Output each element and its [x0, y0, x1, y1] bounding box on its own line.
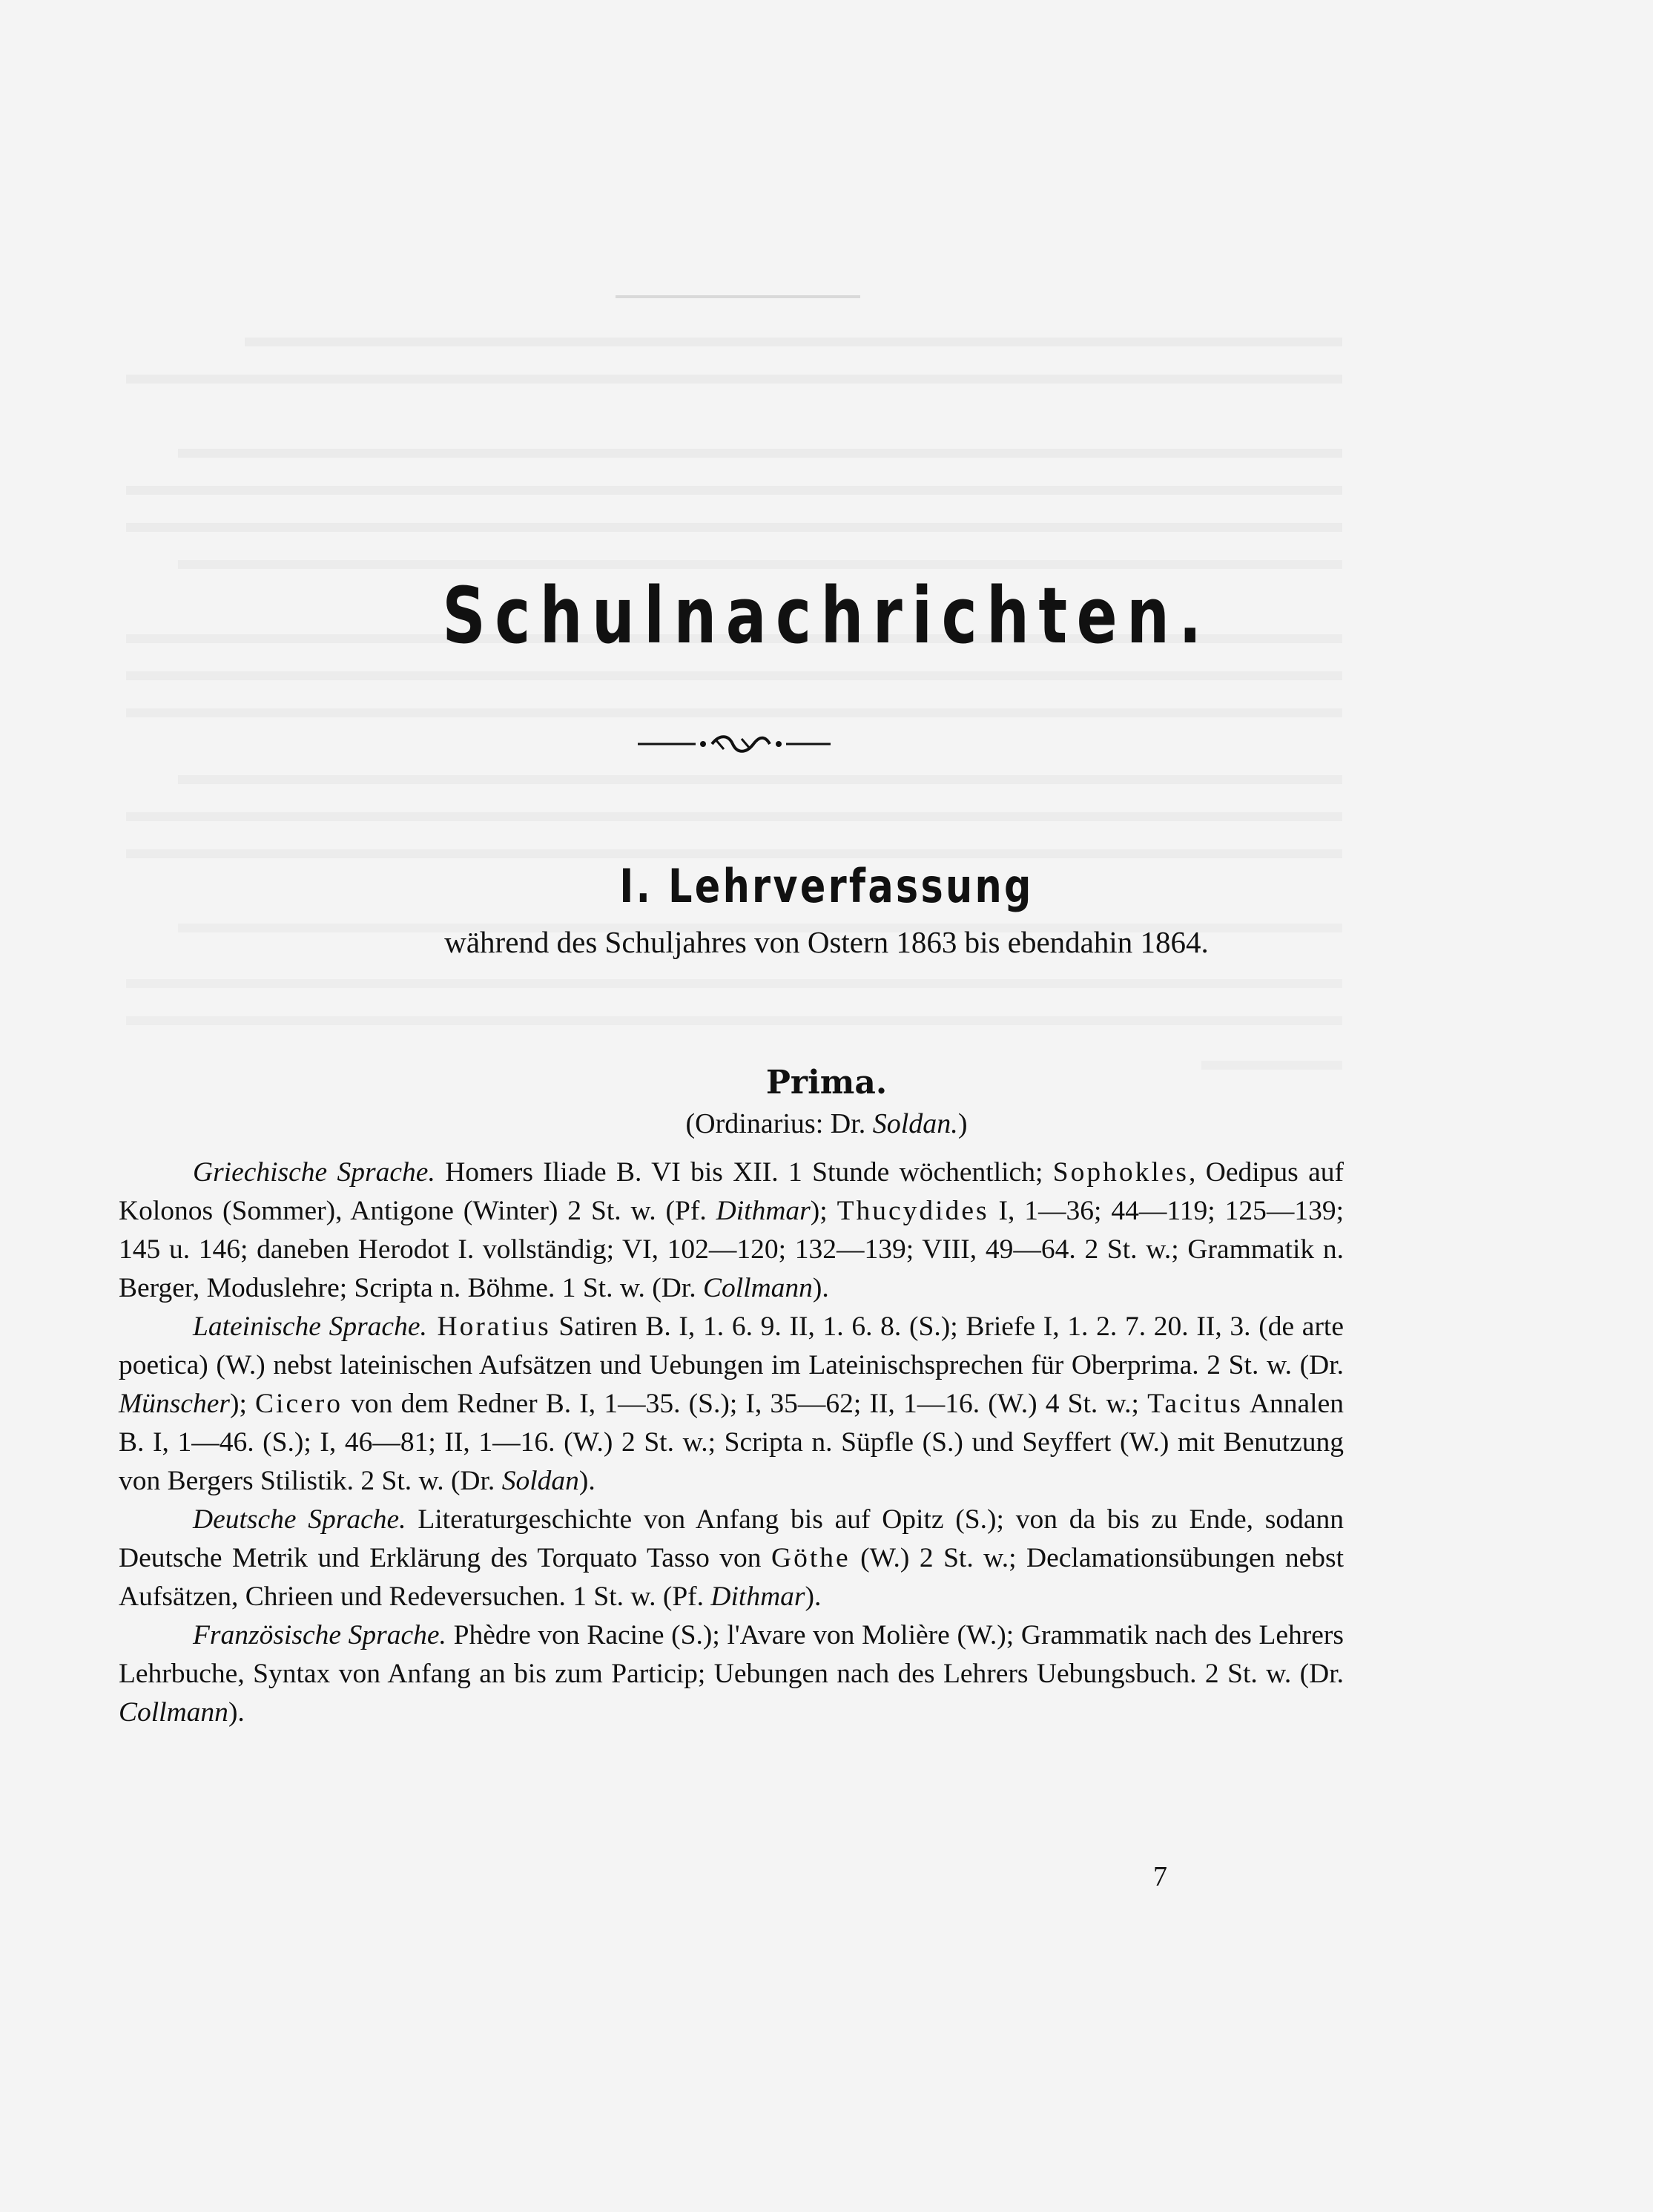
ordinarius-suffix: )	[957, 1108, 968, 1139]
teacher-name: Soldan	[501, 1466, 579, 1496]
ordinarius-line	[0, 1102, 1653, 1146]
text-run: ).	[578, 1466, 595, 1496]
class-heading: Prima.	[765, 1064, 888, 1102]
paragraph-deutsch	[119, 1501, 1344, 1616]
teacher-name: Dithmar	[716, 1196, 811, 1226]
teacher-name: Collmann	[702, 1273, 813, 1303]
author-name: Cicero	[255, 1389, 343, 1419]
text-run: ).	[228, 1697, 245, 1728]
author-name: Horatius	[426, 1311, 551, 1342]
ordinarius-name: Soldan.	[872, 1108, 958, 1139]
ordinarius-prefix: (Ordinarius: Dr.	[685, 1108, 873, 1139]
text-run: Phèdre von Racine (S.); l'Avare von Molière (W.); Grammatik nach des Lehrers Lehrbuche, Syntax von Anfang an bis zum Particip; Uebungen nach des Lehrers Uebungsbuch. 2 St. w. (Dr.	[119, 1620, 1344, 1689]
text-run: von dem Redner B. I, 1—35. (S.); I, 35—62; II, 1—16. (W.) 4 St. w.;	[343, 1389, 1148, 1419]
text-run: (W.) 2 St. w.; Declamationsübungen nebst Aufsätzen, Chrieen und Redeversuchen. 1 St. w. (Pf.	[119, 1543, 1344, 1612]
text-run: Annalen B. I, 1—46. (S.); I, 46—81; II, 1—16. (W.) 2 St. w.; Scripta n. Süpfle (S.) und Seyffert (W.) mit Benutzung von Bergers Stilistik. 2 St. w. (Dr.	[119, 1389, 1344, 1496]
text-run: Satiren B. I, 1. 6. 9. II, 1. 6. 8. (S.); Briefe I, 1. 2. 7. 20. II, 3. (de arte poetica) (W.) nebst lateinischen Aufsätzen und Uebungen im Lateinischsprechen für Oberprima. 2 St. w. (Dr.	[119, 1311, 1344, 1380]
text-run: , Oedipus auf Kolonos (Sommer), Antigone (Winter) 2 St. w. (Pf.	[119, 1157, 1344, 1226]
text-run: );	[810, 1196, 837, 1226]
teacher-name: Dithmar	[710, 1581, 805, 1612]
section-heading: I. Lehrverfassung	[619, 859, 1034, 913]
author-name: Tacitus	[1147, 1389, 1243, 1419]
text-run: Homers Iliade B. VI bis XII. 1 Stunde wöchentlich;	[435, 1157, 1053, 1188]
ornament-divider	[638, 733, 831, 755]
text-run: );	[229, 1389, 256, 1419]
author-name: Sophokles	[1052, 1157, 1190, 1188]
text-run: Literaturgeschichte von Anfang bis auf Opitz (S.); von da bis zu Ende, sodann Deutsche Metrik und Erklärung des Torquato Tasso von	[119, 1504, 1344, 1573]
paragraph-latein	[119, 1308, 1344, 1501]
text-run: ).	[805, 1581, 822, 1612]
section-subheading: während des Schuljahres von Ostern 1863 bis ebendahin 1864.	[444, 925, 1209, 959]
author-name: Thucydides	[837, 1196, 989, 1226]
subject-label: Griechische Sprache.	[193, 1157, 435, 1188]
text-run: ).	[812, 1273, 829, 1303]
teacher-name: Münscher	[119, 1389, 230, 1419]
author-name: Göthe	[771, 1543, 851, 1573]
page-number: 7	[1153, 1861, 1167, 1892]
paragraph-griechisch	[119, 1153, 1344, 1308]
curriculum-body	[119, 1153, 1344, 1732]
subject-label: Französische Sprache.	[193, 1620, 446, 1650]
text-run: I, 1—36; 44—119; 125—139; 145 u. 146; daneben Herodot I. vollständig; VI, 102—120; 132—139; VIII, 49—64. 2 St. w.; Grammatik n. Berger, Moduslehre; Scripta n. Böhme. 1 St. w. (Dr.	[119, 1196, 1344, 1303]
subject-label: Lateinische Sprache.	[193, 1311, 427, 1342]
page-title: Schulnachrichten.	[442, 570, 1211, 661]
teacher-name: Collmann	[119, 1697, 228, 1728]
paragraph-franzoesisch	[119, 1616, 1344, 1732]
subject-label: Deutsche Sprache.	[193, 1504, 406, 1535]
